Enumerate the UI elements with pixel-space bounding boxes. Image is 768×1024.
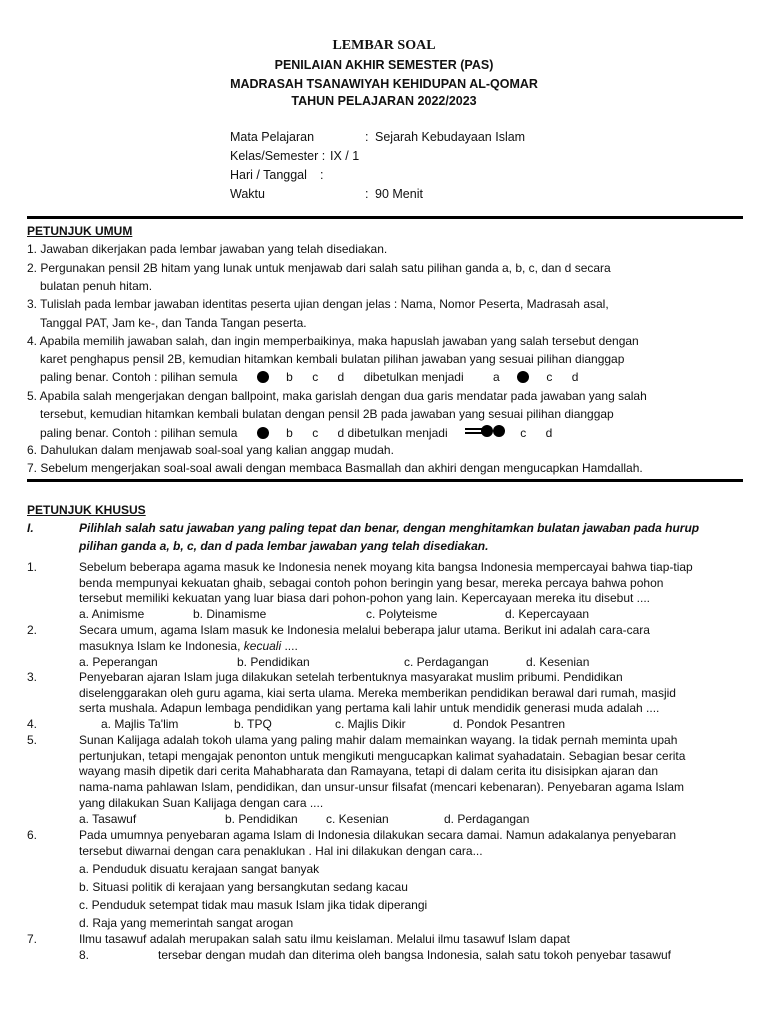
general-line-6: 6. Dahulukan dalam menjawab soal-soal yang kalian anggap mudah.	[27, 443, 394, 457]
q1-option-d[interactable]: d. Kepercayaan	[505, 607, 590, 621]
filled-bubble-icon	[517, 371, 529, 383]
class-label: Kelas/Semester :	[230, 149, 326, 163]
q5-text-2: pertunjukan, tetapi mengajak penonton untuk mengikuti mengucapkan kalimat syahadatain. Sebagian besar cerita	[79, 749, 686, 763]
q6-option-c[interactable]: c. Penduduk setempat tidak mau masuk Islam jika tidak diperangi	[79, 898, 428, 912]
q7-text-2: tersebar dengan mudah dan diterima oleh bangsa Indonesia, salah satu tokoh penyebar tasawuf	[158, 948, 672, 962]
general-line-5b: tersebut, kemudian hitamkan kembali bulatan dengan pensil 2B pada jawaban yang sesuai pilihan dianggap	[40, 407, 614, 421]
example4-a: a	[492, 370, 500, 384]
special-roman: I.	[27, 521, 34, 535]
q2-text-2-main: masuknya Islam ke Indonesia,	[79, 639, 241, 653]
q2-ellipsis: ....	[284, 639, 298, 653]
filled-bubble-icon	[257, 371, 269, 383]
q5-text-1: Sunan Kalijaga adalah tokoh ulama yang paling mahir dalam memainkan wayang. Ia tidak pernah meminta upah	[79, 733, 678, 747]
q3-text-2: diselenggarakan oleh guru agama, kiai serta ulama. Mereka memberikan pendidikan berawal dari rumah, masjid	[79, 686, 676, 700]
time-label: Waktu	[230, 187, 265, 201]
q1-number: 1.	[27, 560, 38, 574]
filled-bubble-icon	[257, 427, 269, 439]
q2-option-c[interactable]: c. Perdagangan	[404, 655, 489, 669]
q2-number: 2.	[27, 623, 38, 637]
example4-mid: dibetulkan menjadi	[363, 370, 464, 384]
example4-c: c	[312, 370, 319, 384]
q5-option-b[interactable]: b. Pendidikan	[225, 812, 298, 826]
example4-b: b	[286, 370, 293, 384]
example5-lead: paling benar. Contoh : pilihan semula	[40, 426, 238, 440]
example4-d: d	[337, 370, 345, 384]
example5-c: c	[312, 426, 319, 440]
q6-option-d[interactable]: d. Raja yang memerintah sangat arogan	[79, 916, 294, 930]
q3-text-1: Penyebaran ajaran Islam juga dilakukan setelah terbentuknya masyarakat muslim pribumi. Pendidikan	[79, 670, 623, 684]
divider-bottom	[27, 479, 743, 482]
example5-mid: d dibetulkan menjadi	[337, 426, 448, 440]
q2-except: kecuali	[243, 639, 282, 653]
q6-option-b[interactable]: b. Situasi politik di kerajaan yang bersangkutan sedang kacau	[79, 880, 408, 894]
q2-text-1: Secara umum, agama Islam masuk ke Indonesia melalui beberapa jalur utama. Berikut ini adalah cara-cara	[79, 623, 650, 637]
doc-title: LEMBAR SOAL	[332, 38, 436, 53]
general-line-4: 4. Apabila memilih jawaban salah, dan ingin memperbaikinya, maka hapuslah jawaban yang salah tersebut dengan	[27, 334, 639, 348]
example4-lead: paling benar. Contoh : pilihan semula	[40, 370, 238, 384]
q5-option-a[interactable]: a. Tasawuf	[79, 812, 137, 826]
example5-c2: c	[520, 426, 527, 440]
q2-option-a[interactable]: a. Peperangan	[79, 655, 158, 669]
q1-text-2: benda mempunyai kekuatan ghaib, sebagai contoh pohon beringin yang besar, mereka percaya bahwa pohon	[79, 576, 664, 590]
example5-d: d	[545, 426, 553, 440]
time-value: 90 Menit	[375, 187, 423, 201]
divider-top	[27, 216, 743, 219]
general-line-7: 7. Sebelum mengerjakan soal-soal awali dengan membaca Basmallah dan akhiri dengan mengucapkan Hamdallah.	[27, 461, 643, 475]
q3-option-b[interactable]: b. TPQ	[234, 717, 272, 731]
q2-text-2	[79, 639, 298, 653]
q3-text-3: serta mushala. Adapun lembaga pendidikan yang pertama kali lahir untuk mendidik generasi muda adalah ....	[79, 701, 660, 715]
general-example-4	[40, 370, 578, 384]
special-instruction-2: pilihan ganda a, b, c, dan d pada lembar jawaban yang telah disediakan.	[79, 539, 489, 553]
general-example-5	[40, 425, 552, 440]
crossed-bubbles-icon	[465, 425, 507, 437]
q6-text-1: Pada umumnya penyebaran agama Islam di Indonesia dilakukan secara damai. Namun adakalanya penyebaran	[79, 828, 677, 842]
doc-subtitle: PENILAIAN AKHIR SEMESTER (PAS)	[274, 58, 494, 72]
q7-text-1: Ilmu tasawuf adalah merupakan salah satu ilmu keislaman. Melalui ilmu tasawuf Islam dapat	[79, 932, 570, 946]
q5-option-c[interactable]: c. Kesenian	[326, 812, 389, 826]
q1-option-b[interactable]: b. Dinamisme	[193, 607, 267, 621]
general-line-2b: bulatan penuh hitam.	[40, 279, 153, 293]
example5-b: b	[286, 426, 293, 440]
q6-text-2: tersebut diwarnai dengan cara penaklukan . Hal ini dilakukan dengan cara...	[79, 844, 483, 858]
general-line-1: 1. Jawaban dikerjakan pada lembar jawaban yang telah disediakan.	[27, 242, 388, 256]
special-heading: PETUNJUK KHUSUS	[27, 503, 146, 517]
date-sep: :	[320, 168, 324, 182]
q7-number: 7.	[27, 932, 38, 946]
q6-number: 6.	[27, 828, 38, 842]
q8-number: 8.	[79, 948, 90, 962]
q5-number: 5.	[27, 733, 38, 747]
q3-option-d[interactable]: d. Pondok Pesantren	[453, 717, 566, 731]
q3-option-c[interactable]: c. Majlis Dikir	[335, 717, 406, 731]
q1-option-a[interactable]: a. Animisme	[79, 607, 145, 621]
general-line-5: 5. Apabila salah mengerjakan dengan ballpoint, maka garislah dengan dua garis mendatar pada jawaban yang salah	[27, 389, 647, 403]
q1-option-c[interactable]: c. Polyteisme	[366, 607, 438, 621]
q5-option-d[interactable]: d. Perdagangan	[444, 812, 530, 826]
subject-sep: :	[365, 130, 369, 144]
q6-option-a[interactable]: a. Penduduk disuatu kerajaan sangat banyak	[79, 862, 320, 876]
subject-value: Sejarah Kebudayaan Islam	[375, 130, 526, 144]
academic-year: TAHUN PELAJARAN 2022/2023	[291, 94, 477, 108]
q3-number: 3.	[27, 670, 38, 684]
q5-text-4: nama-nama pahlawan Islam, pendidikan, dan unsur-unsur filsafat (mencari kebenaran). Penyebaran agama Islam	[79, 780, 684, 794]
q2-option-d[interactable]: d. Kesenian	[526, 655, 590, 669]
general-line-3: 3. Tulislah pada lembar jawaban identitas peserta ujian dengan jelas : Nama, Nomor Peserta, Madrasah asal,	[27, 297, 609, 311]
q4-number: 4.	[27, 717, 38, 731]
q5-text-3: wayang masih dipetik dari cerita Mahabharata dan Ramayana, tetapi di dalam cerita itu disisipkan ajaran dan	[79, 764, 658, 778]
school-name: MADRASAH TSANAWIYAH KEHIDUPAN AL-QOMAR	[230, 77, 538, 91]
general-heading: PETUNJUK UMUM	[27, 224, 133, 238]
q3-option-a[interactable]: a. Majlis Ta'lim	[101, 717, 179, 731]
q5-text-5: yang dilakukan Suan Kalijaga dengan cara ....	[79, 796, 324, 810]
subject-label: Mata Pelajaran	[230, 130, 315, 144]
class-value: IX / 1	[330, 149, 360, 163]
date-label: Hari / Tanggal	[230, 168, 307, 182]
general-line-2: 2. Pergunakan pensil 2B hitam yang lunak untuk menjawab dari salah satu pilihan ganda a, b, c, dan d secara	[27, 261, 611, 275]
special-instruction-1: Pilihlah salah satu jawaban yang paling tepat dan benar, dengan menghitamkan bulatan jawaban pada hurup	[79, 521, 700, 535]
q1-text-1: Sebelum beberapa agama masuk ke Indonesia nenek moyang kita bangsa Indonesia mempercayai bahwa tiap-tiap	[79, 560, 693, 574]
q2-option-b[interactable]: b. Pendidikan	[237, 655, 310, 669]
example4-d2: d	[571, 370, 579, 384]
q1-text-3: tersebut memiliki kekuatan yang luar biasa dari pohon-pohon yang lain. Kepercayaan mereka itu disebut ....	[79, 591, 651, 605]
general-line-4b: karet penghapus pensil 2B, kemudian hitamkan kembali bulatan pilihan jawaban yang sesuai pilihan dianggap	[40, 352, 625, 366]
general-line-3b: Tanggal PAT, Jam ke-, dan Tanda Tangan peserta.	[40, 316, 307, 330]
time-sep: :	[365, 187, 369, 201]
example4-c2: c	[546, 370, 553, 384]
